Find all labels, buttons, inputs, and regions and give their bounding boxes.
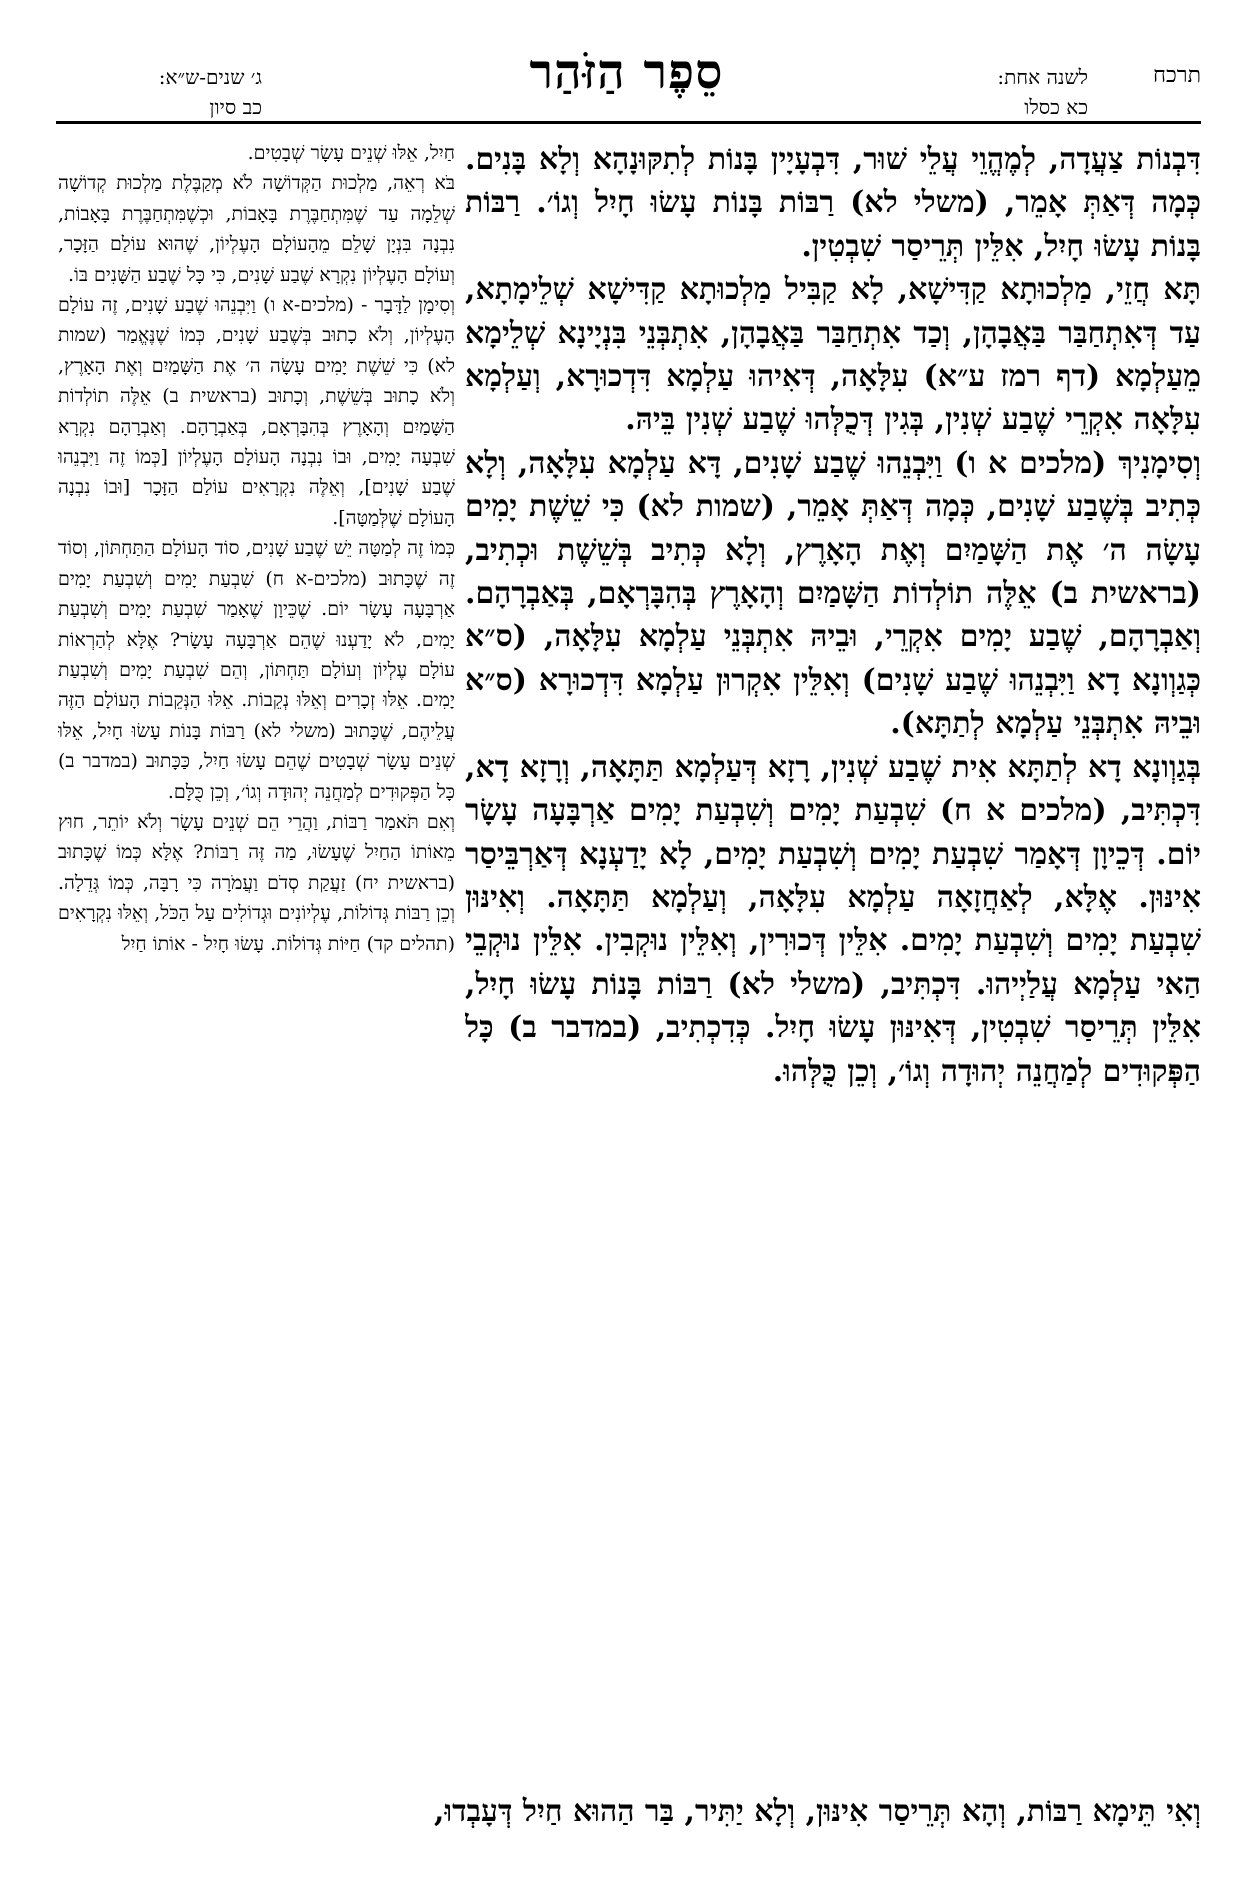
hebrew-translation-column xyxy=(58,138,455,1738)
book-title: סֵפֶר הַזֹּהַר xyxy=(529,44,724,100)
bottom-continuation-line: וְאִי תֵּימָא רַבּוֹת, וְהָא תְּרֵיסַר אִינּוּן, וְלָא יַתִּיר, בַּר הַהוּא חַיִל דְּעָבְדוּ, xyxy=(434,1794,1201,1829)
side-paragraph: וְסִימָן לַדָּבָר - (מלכים-א ו) וַיִּבְנֵהוּ שֶׁבַע שָׁנִים, זֶה עוֹלָם הָעֶלְיוֹן, וְלֹא כָתוּב בְּשֶׁבַע שָׁנִים, כְּמוֹ שֶׁנֶּאֱמַר (שמות לא) כִּי שֵׁשֶׁת יָמִים עָשָׂה ה׳ אֶת הַשָּׁמַיִם וְאֶת הָאָרֶץ, וְלֹא כָתוּב בְּשֵׁשֶׁת, וְכָתוּב (בראשית ב) אֵלֶּה תוֹלְדוֹת הַשָּׁמַיִם וְהָאָרֶץ בְּהִבָּרְאָם, בְּאַבְרָהָם. וְאַבְרָהָם נִקְרָא שִׁבְעָה יָמִים, וּבוֹ נִבְנָה הָעוֹלָם הָעֶלְיוֹן [כְּמוֹ זֶה וַיִּבְנֵהוּ שֶׁבַע שָׁנִים], וְאֵלֶּה נִקְרָאִים עוֹלַם הַזָּכָר [וּבוֹ נִבְנָה הָעוֹלָם שֶׁלְּמַטָּה]. xyxy=(58,294,455,529)
left-date-block xyxy=(62,62,262,122)
date-left: כב סיון xyxy=(209,95,262,119)
aramaic-column xyxy=(465,138,1201,1748)
side-paragraph: כְּמוֹ זֶה לְמַטָּה יֵשׁ שֶׁבַע שָׁנִים, סוֹד הָעוֹלָם הַתַּחְתּוֹן, וְסוֹד זֶה שֶׁכָּתוּב (מלכים-א ח) שִׁבְעַת יָמִים וְשִׁבְעַת יָמִים אַרְבָּעָה עָשָׂר יוֹם. שֶׁכֵּיוָן שֶׁאָמַר שִׁבְעַת יָמִים וְשִׁבְעַת יָמִים, לֹא יָדַעְנוּ שֶׁהֵם אַרְבָּעָה עָשָׂר? אֶלָּא לְהַרְאוֹת עוֹלָם עֶלְיוֹן וְעוֹלָם תַּחְתּוֹן, וְהֵם שִׁבְעַת יָמִים וְשִׁבְעַת יָמִים. אֵלּוּ זְכָרִים וְאֵלּוּ נְקֵבוֹת. אֵלּוּ הַנְּקֵבוֹת הָעוֹלָם הַזֶּה עֲלֵיהֶם, שֶׁכָּתוּב (משלי לא) רַבּוֹת בָּנוֹת עָשׂוּ חָיִל, אֵלּוּ שְׁנֵים עָשָׂר שְׁבָטִים שֶׁהֵם עָשׂוּ חַיִל, כַּכָּתוּב (במדבר ב) כָּל הַפְּקוּדִים לְמַחֲנֵה יְהוּדָה וְגוֹ׳, וְכֵן כֻּלָּם. xyxy=(58,537,455,803)
cycle-label: ג׳ שנים-ש״א: xyxy=(158,65,262,89)
side-paragraph: וְאִם תֹּאמַר רַבּוֹת, וַהֲרֵי הֵם שְׁנֵים עָשָׂר וְלֹא יוֹתֵר, חוּץ מֵאוֹתוֹ הַחַיִל שֶׁעָשׂוּ, מַה זֶּה רַבּוֹת? אֶלָּא כְּמוֹ שֶׁכָּתוּב (בראשית יח) זַעֲקַת סְדֹם וַעֲמֹרָה כִּי רָבָּה, כְּמוֹ גְּדֵלָה. וְכֵן רַבּוֹת גְּדוֹלוֹת, עֶלְיוֹנִים וּגְדוֹלִים עַל הַכֹּל, וְאֵלּוּ נִקְרָאִים (תהלים קד) חַיּוֹת גְּדוֹלוֹת. עָשׂוּ חָיִל - אוֹתוֹ חַיִל xyxy=(58,810,455,955)
page-number: תרכח xyxy=(1153,63,1201,88)
main-paragraph: וְסִימָנִיךְ (מלכים א ו) וַיִּבְנֵהוּ שֶׁבַע שָׁנִים, דָּא עַלְמָא עִלָּאָה, וְלָא כְּתִיב בְּשֶׁבַע שָׁנִים, כְּמָה דְּאַתְּ אָמֵר, (שמות לא) כִּי שֵׁשֶׁת יָמִים עָשָׂה ה׳ אֶת הַשָּׁמַיִם וְאֶת הָאָרֶץ, וְלָא כְּתִיב בְּשֵׁשֶׁת וּכְתִיב, (בראשית ב) אֵלֶּה תוֹלְדוֹת הַשָּׁמַיִם וְהָאָרֶץ בְּהִבָּרְאָם, בְּאַבְרָהָם. וְאַבְרָהָם, שֶׁבַע יָמִים אִקְרֵי, וּבֵיהּ אִתְבְּנֵי עַלְמָא עִלָּאָה, (ס״א כְּגַוְונָא דָא וַיִּבְנֵהוּ שֶׁבַע שָׁנִים) וְאִלֵּין אִקְרוּן עַלְמָא דִּדְכוּרָא (ס״א וּבֵיהּ אִתְבְּנֵי עַלְמָא לְתַתָּא). xyxy=(465,445,1201,742)
header-rule xyxy=(56,121,1201,124)
date-right: כא כסלו xyxy=(1024,95,1088,119)
main-paragraph: תָּא חֲזֵי, מַלְכוּתָא קַדִּישָׁא, לָא קַבִּיל מַלְכוּתָא קַדִּישָׁא שְׁלֵימָתָא, עַד דְּאִתְחַבַּר בַּאֲבָהָן, וְכַד אִתְחַבַּר בַּאֲבָהָן, אִתְבְּנֵי בִּנְיָינָא שְׁלֵימָא מֵעַלְמָא (דף רמז ע״א) עִלָּאָה, דְּאִיהוּ עַלְמָא דִּדְכוּרָא, וְעַלְמָא עִלָּאָה אִקְרֵי שֶׁבַע שְׁנִין, בְּגִין דְּכֻלְּהוּ שֶׁבַע שְׁנִין בֵּיהּ. xyxy=(465,272,1201,438)
side-paragraph: חַיִל, אֵלּוּ שְׁנֵים עָשָׂר שְׁבָטִים. xyxy=(247,142,455,164)
main-paragraph: בְּגַוְונָא דָא לְתַתָּא אִית שֶׁבַע שְׁנִין, רָזָא דְּעַלְמָא תַּתָּאָה, וְרָזָא דָא, דִּכְתִּיב, (מלכים א ח) שִׁבְעַת יָמִים וְשִׁבְעַת יָמִים אַרְבָּעָה עָשָׂר יוֹם. דְּכֵיוָן דְּאָמַר שִׁבְעַת יָמִים וְשִׁבְעַת יָמִים, לָא יָדַעְנָא דְּאַרְבֵּיסַר אִינּוּן. אֶלָּא, לְאַחֲזָאָה עַלְמָא עִלָּאָה, וְעַלְמָא תַּתָּאָה. וְאִינּוּן שִׁבְעַת יָמִים וְשִׁבְעַת יָמִים. אִלֵּין דְּכוּרִין, וְאִלֵּין נוּקְבִין. אִלֵּין נוּקְבֵי הַאי עַלְמָא עֲלַיְיהוּ. דִּכְתִּיב, (משלי לא) רַבּוֹת בָּנוֹת עָשׂוּ חָיִל, אִלֵּין תְּרֵיסַר שִׁבְטִין, דְּאִינּוּן עָשׂוּ חָיִל. כְּדִכְתִיב, (במדבר ב) כָּל הַפְּקוּדִים לְמַחֲנֵה יְהוּדָה וְגוֹ׳, וְכֵן כֻּלְּהוּ. xyxy=(465,749,1201,1089)
side-paragraph: בֹּא רְאֵה, מַלְכוּת הַקְּדוֹשָׁה לֹא מְקַבֶּלֶת מַלְכוּת קְדוֹשָׁה שְׁלֵמָה עַד שֶׁמִּתְחַבֶּרֶת בָּאָבוֹת, וּכְשֶׁמִּתְחַבֶּרֶת בָּאָבוֹת, נִבְנָה בִּנְיָן שָׁלֵם מֵהָעוֹלָם הָעֶלְיוֹן, שֶׁהוּא עוֹלַם הַזָּכָר, וְעוֹלָם הָעֶלְיוֹן נִקְרָא שֶׁבַע שָׁנִים, כִּי כָּל שֶׁבַע הַשָּׁנִים בּוֹ. xyxy=(58,172,455,286)
page-header xyxy=(0,0,1253,132)
main-paragraph: דִּבְנוֹת צַעֲדָה, לְמֶהֱוֵי עֲלֵי שׁוּר, דִּבְעָיָין בָּנוֹת לְתִקּוּנָהָא וְלָא בָּנִים. כְּמָה דְּאַתְּ אָמֵר, (משלי לא) רַבּוֹת בָּנוֹת עָשׂוּ חָיִל וְגוֹ׳. רַבּוֹת בָּנוֹת עָשׂוּ חָיִל, אִלֵּין תְּרֵיסַר שִׁבְטִין. xyxy=(465,142,1201,264)
year-label: לשנה אחת: xyxy=(997,65,1088,89)
